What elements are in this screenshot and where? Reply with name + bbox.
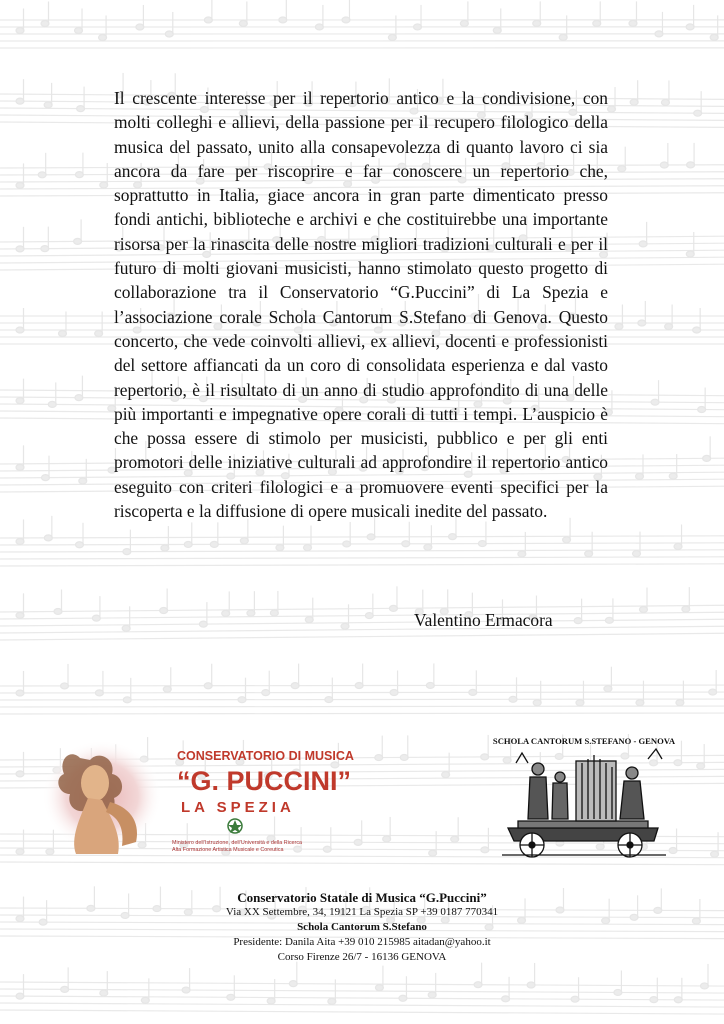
- footer-institution: Conservatorio Statale di Musica “G.Puccini”: [237, 890, 487, 905]
- logo-line1: CONSERVATORIO DI MUSICA: [177, 749, 354, 763]
- footer-address: Via XX Settembre, 34, 19121 La Spezia SP +39 0187 770341: [225, 906, 499, 918]
- organ-cart-woodcut: [502, 749, 666, 857]
- schola-cantorum-logo: [492, 733, 676, 863]
- footer: [0, 890, 724, 965]
- logo-ministry-line2: Alta Formazione Artistica Musicale e Coreutica: [172, 847, 284, 853]
- conservatorio-logo: [40, 738, 354, 858]
- logo-line2: “G. PUCCINI”: [177, 766, 352, 796]
- italian-emblem-icon: [228, 819, 242, 833]
- schola-caption: SCHOLA CANTORUM S.STEFANO - GENOVA: [492, 736, 676, 746]
- logo-ministry-line1: Ministero dell’Istruzione, dell’Università e della Ricerca: [172, 840, 303, 846]
- footer-schola-name: Schola Cantorum S.Stefano: [297, 921, 427, 933]
- signature: Valentino Ermacora: [414, 610, 553, 630]
- footer-schola-address: Corso Firenze 26/7 - 16136 GENOVA: [277, 951, 447, 963]
- footer-president: Presidente: Danila Aita +39 010 215985 aitadan@yahoo.it: [233, 936, 491, 948]
- logo-line3: LA SPEZIA: [181, 799, 295, 816]
- letter-body: Il crescente interesse per il repertorio antico e la condivisione, con molti colleghi e allievi, della passione per il recupero filologico della musica del passato, unito alla consapevolezza di quanto lavoro ci sia ancora da fare per riscoprire e far conoscere un repertorio che, soprattutto in Italia, giace ancora in gran parte dimenticato presso fondi antichi, biblioteche e archivi e che costituirebbe una importante risorsa per la rinascita delle nostre migliori tradizioni culturali e per il futuro di molti giovani musicisti, hanno stimolato questo progetto di collaborazione tra il Conservatorio “G.Puccini” di La Spezia e l’associazione corale Schola Cantorum S.Stefano di Genova. Questo concerto, che vede coinvolti allievi, ex allievi, docenti e professionisti del settore affiancati da un coro di consolidata esperienza e dal vasto repertorio, è il risultato di un anno di studio approfondito di una delle più importanti e impegnative opere corali di tutti i tempi. L’auspicio è che possa essere di stimolo per musicisti, pubblico e per gli enti promotori delle iniziative culturali ad approfondire il repertorio antico eseguito con criteri filologici e a promuovere eventi specifici per la riscoperta e la diffusione di opere musicali inedite del passato.: [114, 88, 608, 522]
